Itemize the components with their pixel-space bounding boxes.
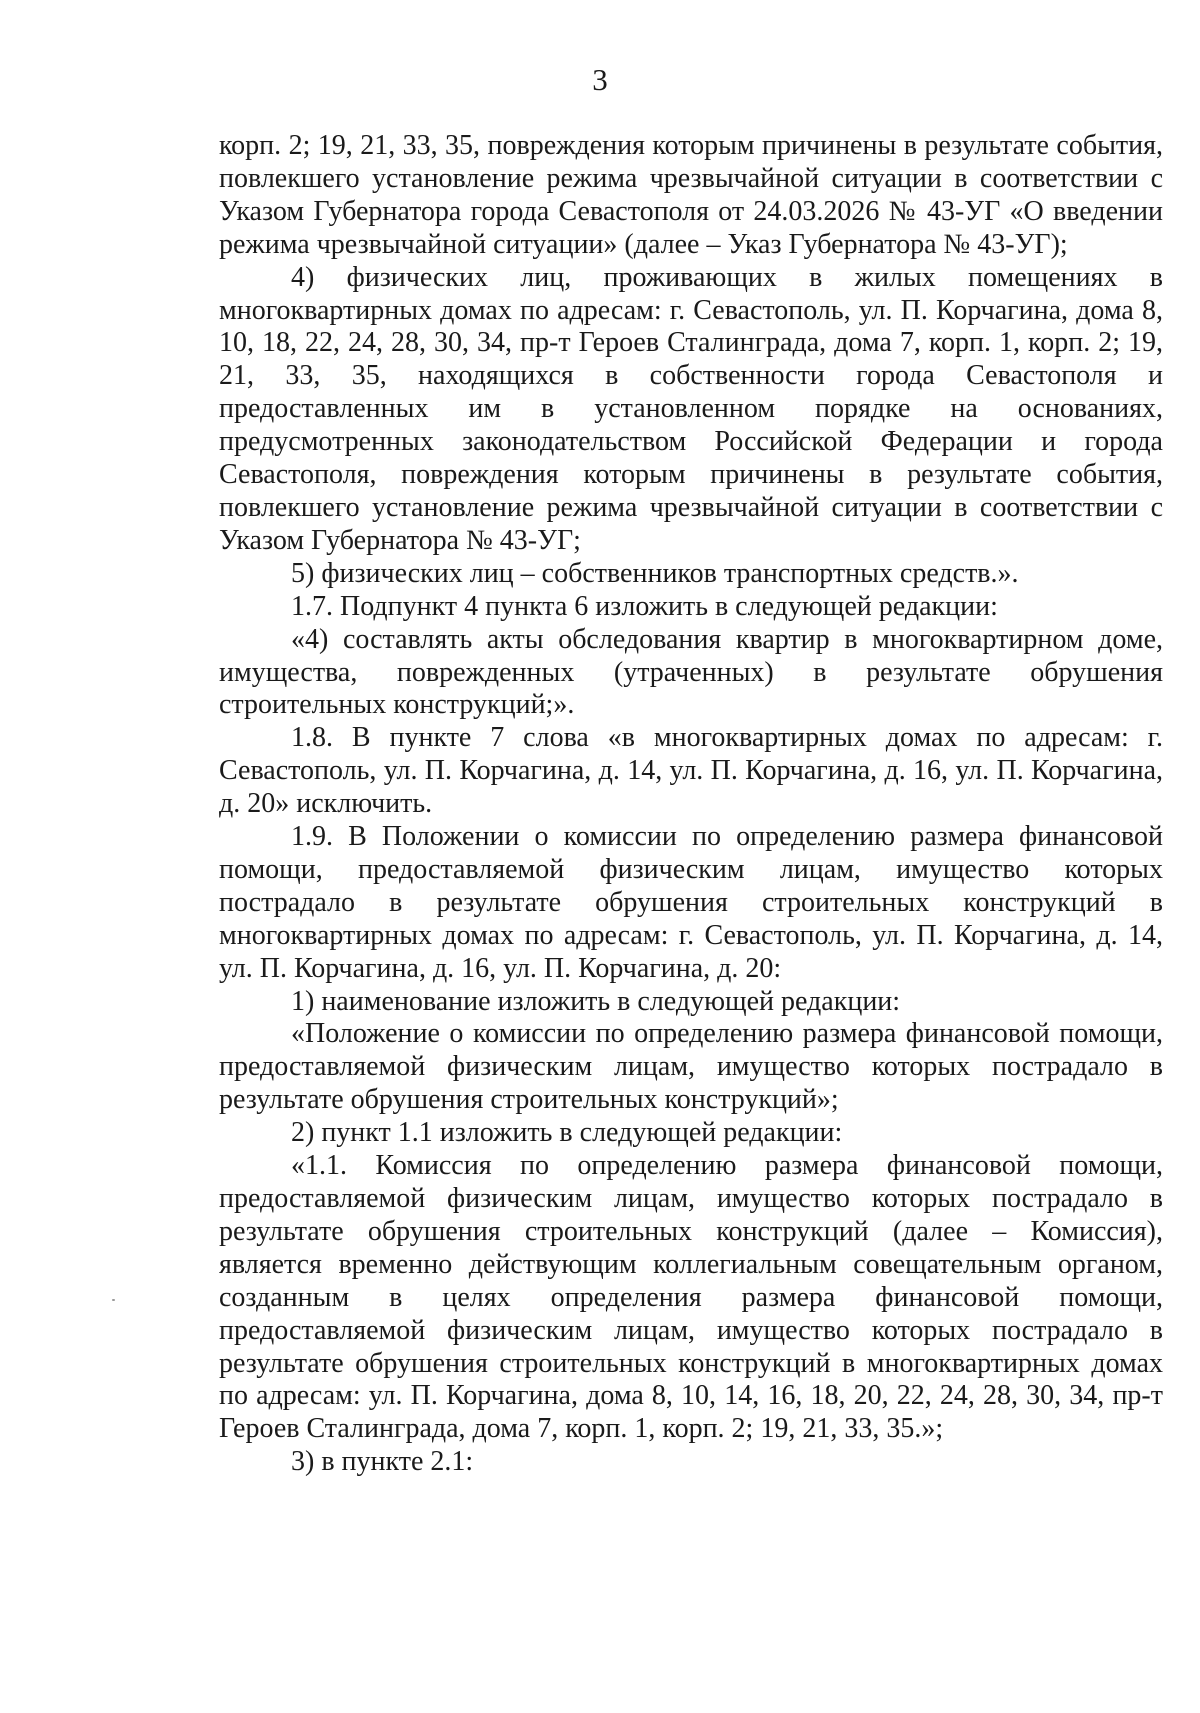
paragraph-item-5: 5) физических лиц – собственников транспортных средств.». (291, 557, 1019, 589)
page-number: 3 (592, 62, 608, 97)
paragraph-clause-1-7-text: «4) составлять акты обследования квартир в многоквартирном доме, имущества, поврежденных (утраченных) в результате обрушения строительных конструкций;». (219, 623, 1163, 721)
document-body (219, 130, 1163, 1479)
paragraph-sub-1-text: «Положение о комиссии по определению размера финансовой помощи, предоставляемой физическим лицам, имущество которых пострадало в результате обрушения строительных конструкций»; (219, 1018, 1163, 1116)
scan-speck (112, 1299, 115, 1301)
paragraph-continuation: корп. 2; 19, 21, 33, 35, повреждения которым причинены в результате события, повлекшего установление режима чрезвычайной ситуации в соответствии с Указом Губернатора города Севастополя от 24.03.2026 № 43-УГ «О введении режима чрезвычайной ситуации» (далее – Указ Губернатора № 43-УГ); (219, 130, 1163, 260)
paragraph-clause-1-8: 1.8. В пункте 7 слова «в многоквартирных домах по адресам: г. Севастополь, ул. П. Корчагина, д. 14, ул. П. Корчагина, д. 16, ул. П. Корчагина, д. 20» исключить. (219, 722, 1163, 820)
paragraph-sub-2: 2) пункт 1.1 изложить в следующей редакции: (291, 1117, 843, 1149)
paragraph-sub-1: 1) наименование изложить в следующей редакции: (291, 985, 901, 1017)
paragraph-sub-3: 3) в пункте 2.1: (291, 1446, 474, 1478)
paragraph-clause-1-9: 1.9. В Положении о комиссии по определению размера финансовой помощи, предоставляемой физическим лицам, имущество которых пострадало в результате обрушения строительных конструкций в многоквартирных домах по адресам: г. Севастополь, ул. П. Корчагина, д. 14, ул. П. Корчагина, д. 16, ул. П. Корчагина, д. 20: (219, 821, 1163, 984)
paragraph-clause-1-7: 1.7. Подпункт 4 пункта 6 изложить в следующей редакции: (291, 590, 998, 622)
paragraph-sub-2-text: «1.1. Комиссия по определению размера финансовой помощи, предоставляемой физическим лицам, имущество которых пострадало в результате обрушения строительных конструкций (далее – Комиссия), является временно действующим коллегиальным совещательным органом, созданным в целях определения размера финансовой помощи, предоставляемой физическим лицам, имущество которых пострадало в результате обрушения строительных конструкций в многоквартирных домах по адресам: ул. П. Корчагина, дома 8, 10, 14, 16, 18, 20, 22, 24, 28, 30, 34, пр-т Героев Сталинграда, дома 7, корп. 1, корп. 2; 19, 21, 33, 35.»; (219, 1150, 1163, 1445)
paragraph-item-4: 4) физических лиц, проживающих в жилых помещениях в многоквартирных домах по адресам: г. Севастополь, ул. П. Корчагина, дома 8, 10, 18, 22, 24, 28, 30, 34, пр-т Героев Сталинграда, дома 7, корп. 1, корп. 2; 19, 21, 33, 35, находящихся в собственности города Севастополя и предоставленных им в установленном порядке на основаниях, предусмотренных законодательством Российской Федерации и города Севастополя, повреждения которым причинены в результате события, повлекшего установление режима чрезвычайной ситуации в соответствии с Указом Губернатора № 43-УГ; (219, 261, 1163, 556)
